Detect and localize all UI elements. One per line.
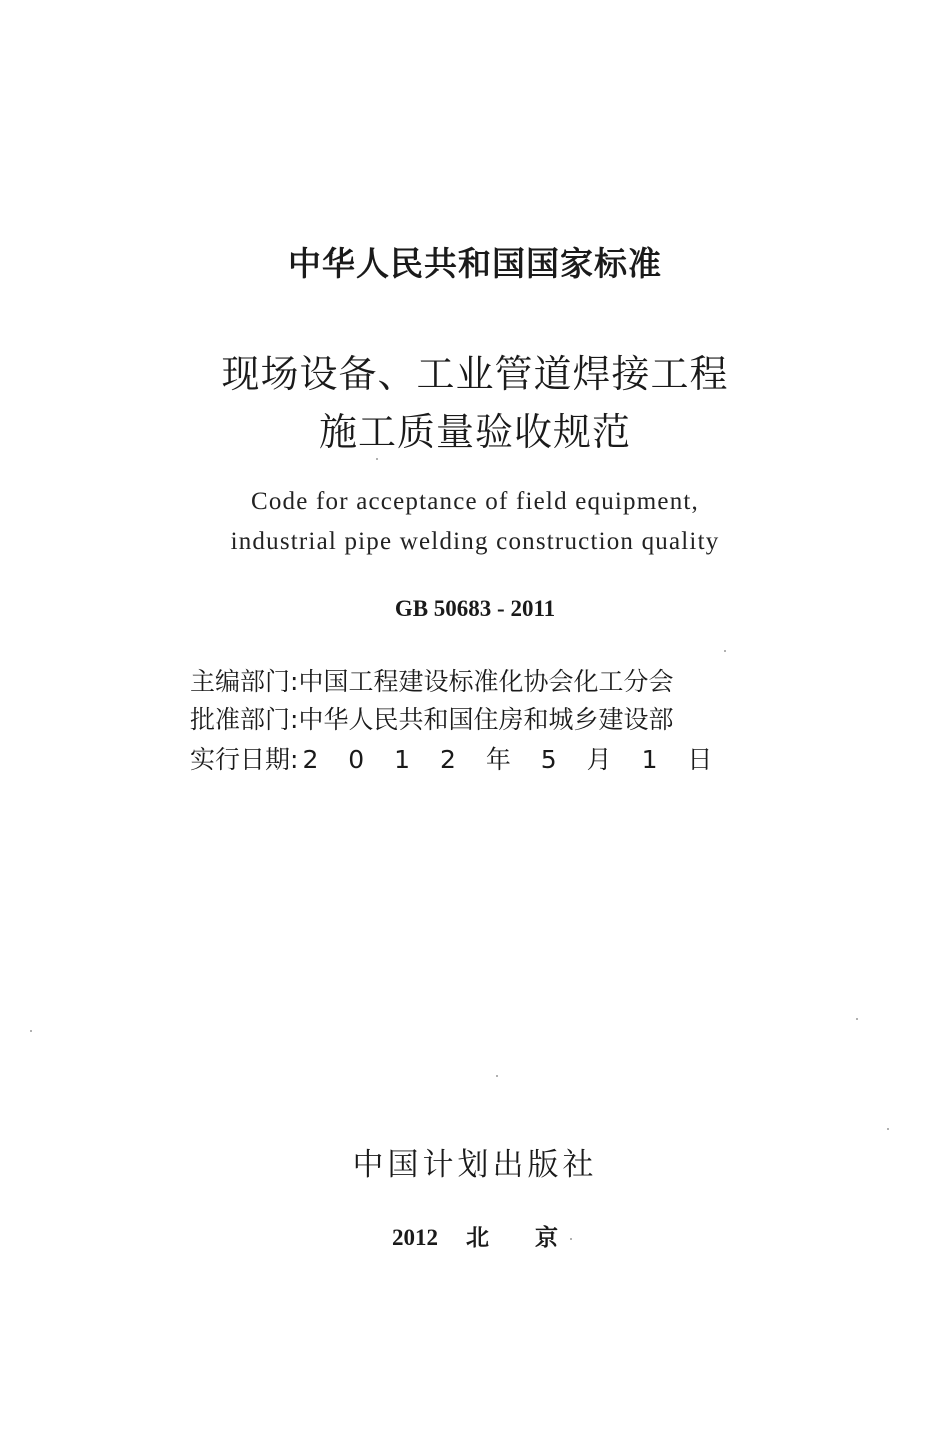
scan-speck xyxy=(496,1075,498,1077)
effective-date-row xyxy=(190,742,750,778)
editor-department-row xyxy=(190,664,750,700)
scan-speck xyxy=(570,1238,572,1240)
publisher-name: 中国计划出版社 xyxy=(352,1147,598,1183)
date-part: 日 xyxy=(687,745,713,774)
date-part: 年 xyxy=(485,745,511,774)
scan-speck xyxy=(856,1018,858,1020)
effective-date-label: 实行日期 xyxy=(190,745,291,774)
date-separator: : xyxy=(290,745,299,774)
scan-speck xyxy=(30,1030,32,1032)
approver-separator: : xyxy=(290,705,299,734)
publication-city-char-1: 北 xyxy=(466,1225,489,1250)
scan-speck xyxy=(724,650,726,652)
date-part: 1 xyxy=(394,745,411,774)
date-part: 5 xyxy=(540,745,557,774)
scan-speck xyxy=(376,458,378,460)
editor-department-label: 主编部门 xyxy=(190,667,291,696)
title-en-line-2: industrial pipe welding construction quality xyxy=(230,528,720,555)
title-en-line-1: Code for acceptance of field equipment, xyxy=(250,488,699,515)
national-standard-heading: 中华人民共和国国家标准 xyxy=(288,244,662,283)
date-part: 1 xyxy=(641,745,658,774)
title-zh-line-1: 现场设备、工业管道焊接工程 xyxy=(221,352,729,396)
effective-date-value xyxy=(298,742,712,778)
scan-speck xyxy=(887,1128,889,1130)
publication-city-char-2: 京 xyxy=(535,1225,558,1250)
editor-separator: : xyxy=(290,667,299,696)
publication-year-city xyxy=(0,1222,950,1254)
date-part: 0 xyxy=(348,745,365,774)
date-part: 月 xyxy=(586,745,612,774)
date-part: 2 xyxy=(439,745,456,774)
approver-department-value: 中华人民共和国住房和城乡建设部 xyxy=(298,705,674,734)
publication-year: 2012 xyxy=(392,1225,438,1250)
approver-department-row xyxy=(190,702,750,738)
standard-code: GB 50683 - 2011 xyxy=(394,596,556,621)
title-zh-line-2: 施工质量验收规范 xyxy=(318,410,631,454)
approver-department-label: 批准部门 xyxy=(190,705,291,734)
date-part: 2 xyxy=(302,745,319,774)
editor-department-value: 中国工程建设标准化协会化工分会 xyxy=(298,667,674,696)
